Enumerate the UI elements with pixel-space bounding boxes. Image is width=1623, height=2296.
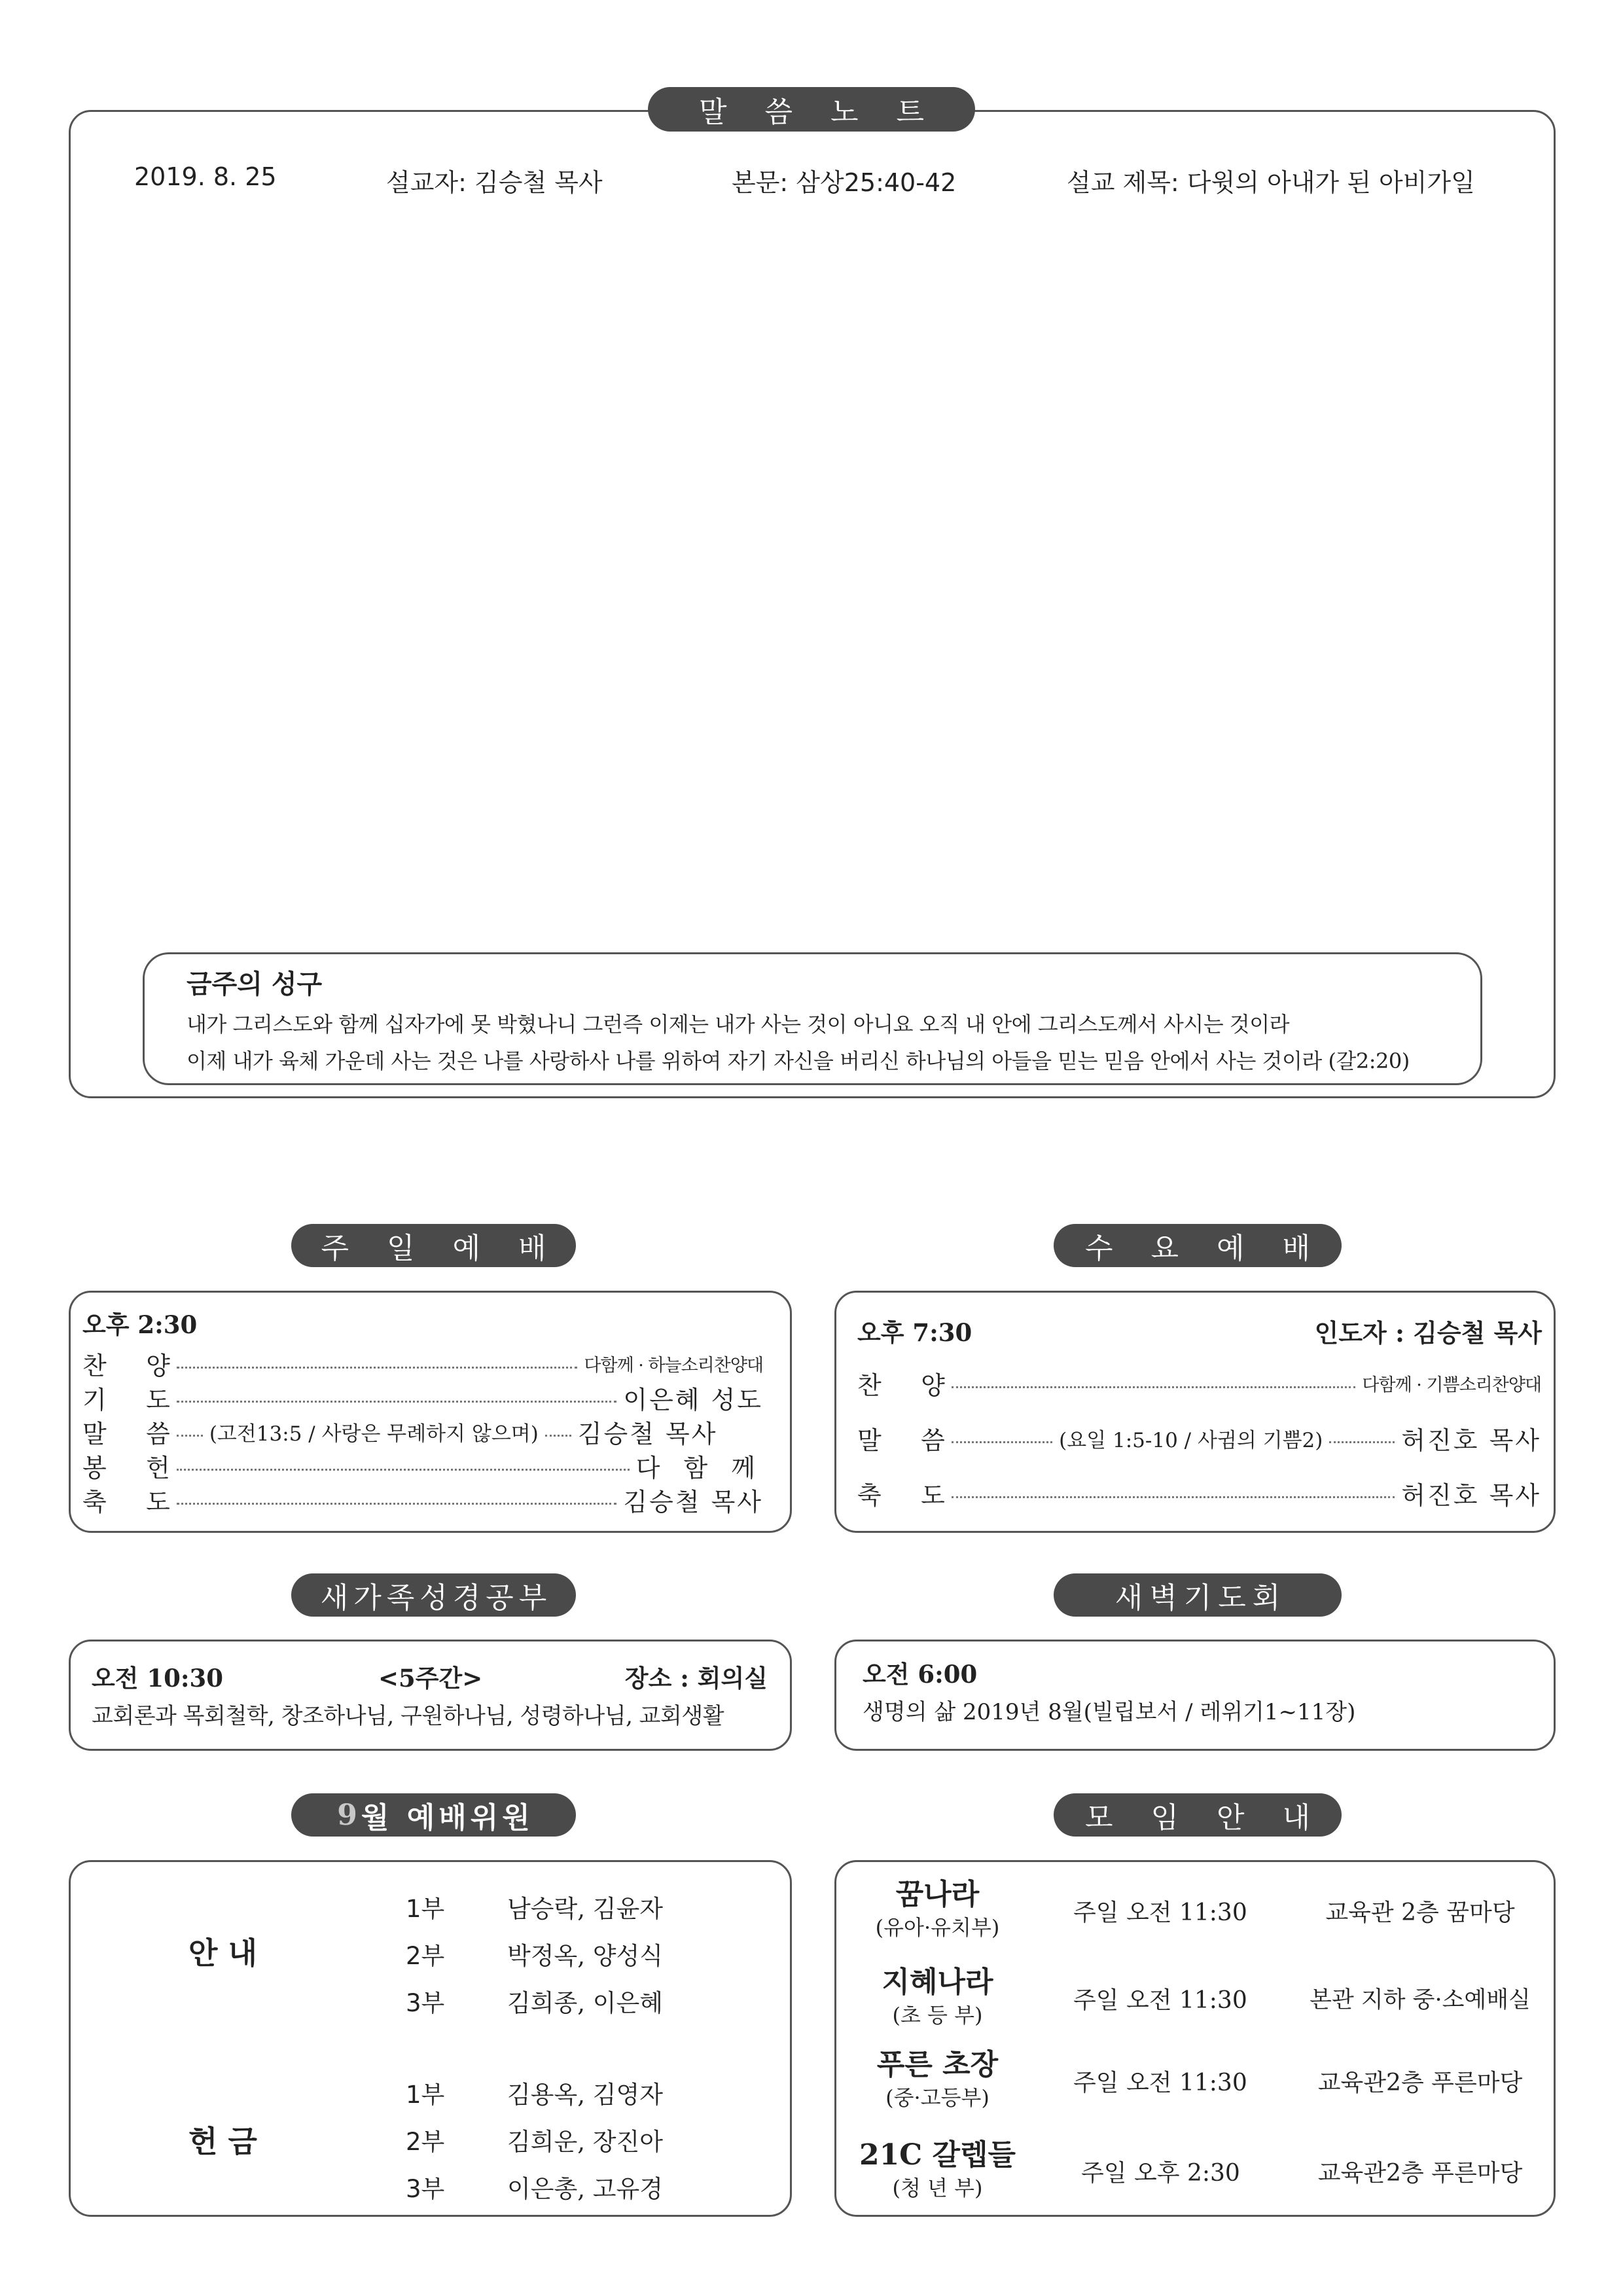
sunday-person-offering: 다 함 께 [635,1453,763,1482]
meetings-title: 모 임 안 내 [1054,1793,1342,1837]
staff-names: 이은총, 고유경 [507,2175,663,2203]
family-study-place: 장소 : 회의실 [624,1664,768,1693]
meeting-sub: (청 년 부) [892,2176,983,2200]
staff-names: 남승락, 김윤자 [507,1895,663,1923]
wednesday-label-benediction: 축 도 [857,1480,945,1510]
family-study-box [69,1640,792,1751]
meeting-sub: (초 등 부) [892,2003,983,2028]
sunday-person-benediction: 김승철 목사 [623,1487,763,1516]
meeting-time: 주일 오전 11:30 [1073,2070,1247,2096]
meeting-name: 지혜나라 [882,1965,993,1999]
dotted-leader [177,1401,617,1403]
meeting-sub: (유아·유치부) [875,1915,1000,1940]
staff-part: 1부 [406,1895,445,1923]
sunday-label-praise: 찬 양 [82,1351,170,1380]
meeting-place: 교육관2층 푸른마당 [1317,2070,1523,2096]
staff-title-month: 9 [337,1798,361,1832]
wednesday-row-word [857,1422,1541,1454]
meeting-sub: (중·고등부) [885,2085,990,2110]
meeting-place: 본관 지하 중·소예배실 [1310,1987,1531,2013]
meeting-name: 꿈나라 [895,1878,980,1911]
dotted-leader [1329,1441,1395,1443]
wednesday-row-benediction [857,1477,1541,1509]
meeting-time: 주일 오후 2:30 [1081,2160,1240,2187]
sunday-service-title: 주 일 예 배 [291,1224,576,1267]
wednesday-label-word: 말 씀 [857,1426,945,1455]
dotted-leader [952,1441,1052,1443]
meeting-place: 교육관 2층 꿈마당 [1325,1899,1515,1926]
sunday-note-word: (고전13:5 / 사랑은 무례하지 않으며) [209,1422,539,1446]
staff-part: 2부 [406,1942,445,1970]
meeting-name: 21C 갈렙들 [859,2138,1016,2172]
sunday-time: 오후 2:30 [82,1310,198,1339]
sermon-text: 본문: 삼상25:40-42 [732,168,957,197]
sunday-row-benediction [82,1483,763,1516]
sunday-person-word: 김승철 목사 [577,1419,718,1448]
sunday-label-benediction: 축 도 [82,1487,170,1516]
sunday-row-offering [82,1449,763,1482]
staff-part: 3부 [406,2175,445,2203]
sunday-label-word: 말 씀 [82,1419,170,1448]
sermon-note-title: 말 씀 노 트 [648,87,975,132]
staff-group-usher: 안 내 [188,1935,257,1971]
weekly-verse-line2: 이제 내가 육체 가운데 사는 것은 나를 사랑하사 나를 위하여 자기 자신을 버리신 하나님의 아들을 믿는 믿음 안에서 사는 것이라 (갈2:20) [187,1049,1410,1073]
sunday-person-praise: 다함께 · 하늘소리찬양대 [584,1355,763,1376]
staff-names: 김희종, 이은혜 [507,1989,663,2017]
sunday-row-prayer [82,1381,763,1414]
dotted-leader [177,1367,578,1369]
dotted-leader [952,1386,1356,1388]
family-study-title: 새가족성경공부 [291,1573,576,1617]
sermon-note-box [69,110,1556,1098]
staff-part: 3부 [406,1989,445,2017]
dotted-leader [545,1435,571,1437]
weekly-verse-heading: 금주의 성구 [187,969,323,999]
dawn-prayer-title: 새벽기도회 [1054,1573,1342,1617]
weekly-verse-line1: 내가 그리스도와 함께 십자가에 못 박혔나니 그런즉 이제는 내가 사는 것이 아니요 오직 내 안에 그리스도께서 사시는 것이라 [187,1012,1290,1037]
wednesday-person-praise: 다함께 · 기쁨소리찬양대 [1362,1374,1541,1395]
dotted-leader [177,1503,617,1505]
staff-part: 2부 [406,2128,445,2156]
family-study-time: 오전 10:30 [92,1664,224,1693]
wednesday-row-praise [857,1367,1541,1399]
meeting-time: 주일 오전 11:30 [1073,1899,1247,1926]
dawn-prayer-time: 오전 6:00 [863,1660,978,1689]
sermon-preacher: 설교자: 김승철 목사 [386,168,603,197]
wednesday-person-benediction: 허진호 목사 [1401,1480,1541,1510]
wednesday-person-word: 허진호 목사 [1401,1426,1541,1455]
dawn-prayer-desc: 생명의 삶 2019년 8월(빌립보서 / 레위기1~11장) [863,1699,1356,1725]
staff-part: 1부 [406,2081,445,2109]
meeting-time: 주일 오전 11:30 [1073,1987,1247,2014]
dotted-leader [177,1435,203,1437]
family-study-topics: 교회론과 목회철학, 창조하나님, 구원하나님, 성령하나님, 교회생활 [92,1703,724,1729]
september-staff-title [291,1793,576,1837]
staff-names: 박정옥, 양성식 [507,1942,663,1970]
sunday-person-prayer: 이은혜 성도 [623,1385,763,1414]
family-study-duration: <5주간> [378,1664,483,1693]
wednesday-leader: 인도자 : 김승철 목사 [1314,1318,1542,1348]
sunday-label-prayer: 기 도 [82,1385,170,1414]
sunday-row-word [82,1415,763,1448]
dotted-leader [952,1496,1395,1498]
sermon-date: 2019. 8. 25 [134,162,277,191]
staff-title-rest: 월 예배위원 [361,1801,534,1835]
staff-names: 김용옥, 김영자 [507,2081,663,2109]
wednesday-label-praise: 찬 양 [857,1371,945,1400]
staff-names: 김희운, 장진아 [507,2128,663,2156]
meeting-name: 푸른 초장 [876,2048,999,2081]
wednesday-service-title: 수 요 예 배 [1054,1224,1342,1267]
wednesday-time: 오후 7:30 [857,1318,972,1347]
dotted-leader [177,1469,630,1471]
meeting-place: 교육관2층 푸른마당 [1317,2160,1523,2187]
wednesday-note-word: (요일 1:5-10 / 사귐의 기쁨2) [1059,1428,1323,1452]
sunday-row-praise [82,1347,763,1380]
sermon-title: 설교 제목: 다윗의 아내가 된 아비가일 [1067,168,1475,197]
sunday-label-offering: 봉 헌 [82,1453,170,1482]
staff-group-offering: 헌 금 [188,2124,257,2159]
